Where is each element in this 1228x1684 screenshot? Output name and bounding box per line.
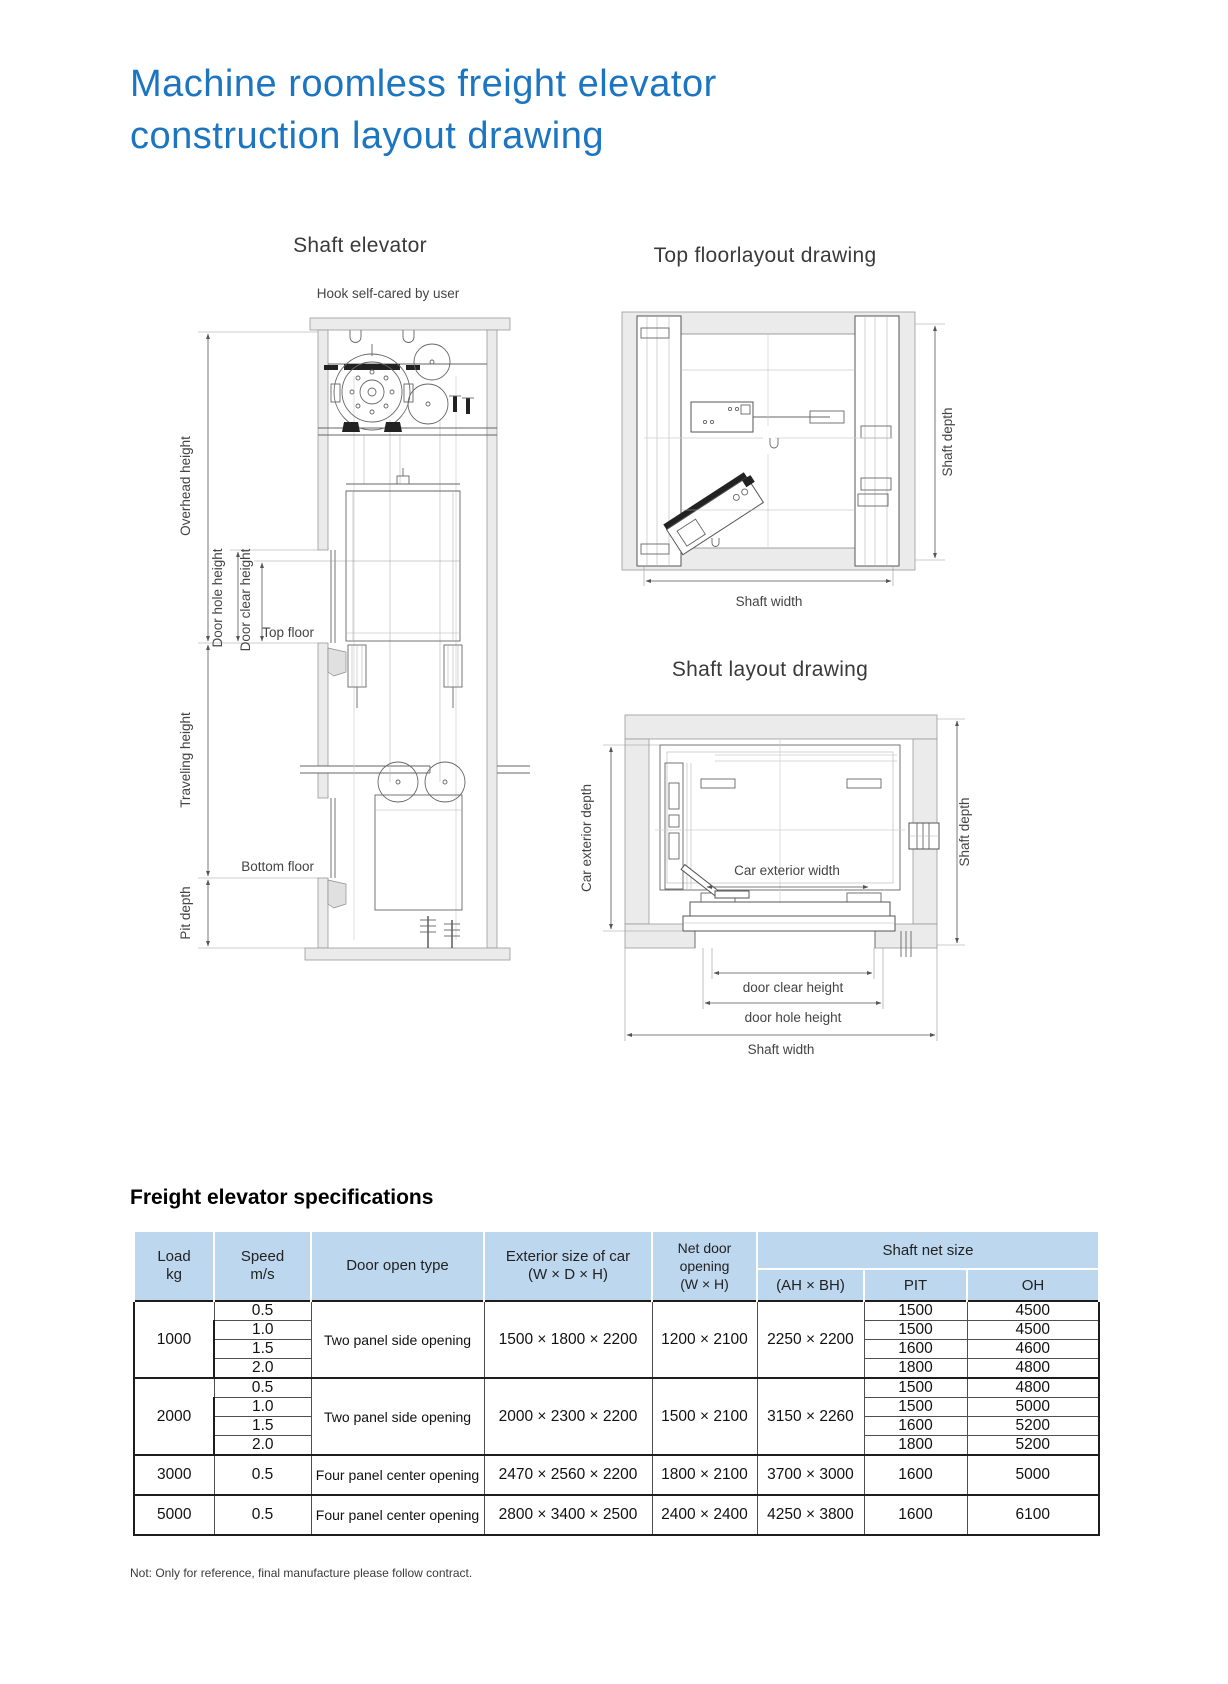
cell-speed: 0.5	[214, 1378, 311, 1398]
guide-shoe-left	[348, 645, 366, 708]
table-row	[134, 1495, 1099, 1535]
cell-exterior-size: 1500 × 1800 × 2200	[484, 1301, 652, 1378]
col-header-door-open-type: Door open type	[311, 1231, 484, 1301]
cell-pit: 1800	[864, 1436, 967, 1456]
col-header-speed: Speed m/s	[214, 1231, 311, 1301]
traveling-height-label: Traveling height	[178, 712, 193, 808]
col-header-net-door-opening: Net door opening (W × H)	[652, 1231, 757, 1301]
specs-table-header	[134, 1231, 1099, 1301]
cell-ah-bh: 3700 × 3000	[757, 1455, 864, 1495]
ceiling-hooks	[350, 330, 414, 343]
cell-load: 1000	[134, 1301, 214, 1378]
cell-speed: 2.0	[214, 1359, 311, 1379]
shaft-width-label: Shaft width	[735, 594, 803, 609]
right-rail-assembly	[855, 316, 899, 566]
shaft-elevator-drawing	[150, 280, 530, 1020]
right-wall-bracket	[909, 823, 939, 849]
cell-door-type: Four panel center opening	[311, 1495, 484, 1535]
cell-speed: 1.5	[214, 1340, 311, 1359]
cell-oh: 5000	[967, 1398, 1099, 1417]
hook-note-label: Hook self-cared by user	[316, 286, 460, 301]
door-clear-height-label: door clear height	[742, 980, 844, 995]
guide-rails	[354, 376, 456, 940]
cell-pit: 1500	[864, 1378, 967, 1398]
shaft-depth-label: Shaft depth	[957, 797, 972, 867]
specs-table	[133, 1230, 1100, 1536]
counterweight	[375, 762, 465, 910]
cell-oh: 4800	[967, 1359, 1099, 1379]
car-exterior-width-label: Car exterior width	[734, 863, 840, 878]
top-floor-layout-title: Top floorlayout drawing	[653, 244, 877, 267]
car-exterior-depth-label: Car exterior depth	[579, 783, 594, 893]
top-floor-layout-drawing	[615, 298, 960, 618]
cell-door-type: Two panel side opening	[311, 1378, 484, 1455]
specs-heading: Freight elevator specifications	[130, 1186, 434, 1209]
cell-pit: 1600	[864, 1340, 967, 1359]
shaft-width-label: Shaft width	[747, 1042, 815, 1057]
traction-machine	[318, 344, 497, 435]
table-row	[134, 1378, 1099, 1398]
cell-pit: 1600	[864, 1417, 967, 1436]
col-header-exterior-size: Exterior size of car (W × D × H)	[484, 1231, 652, 1301]
shaft-layout-title: Shaft layout drawing	[671, 658, 869, 681]
cell-oh: 5000	[967, 1455, 1099, 1495]
cell-oh: 4800	[967, 1378, 1099, 1398]
cell-pit: 1600	[864, 1495, 967, 1535]
bottom-floor-label: Bottom floor	[241, 859, 314, 874]
shaft-elevator-title: Shaft elevator	[293, 234, 427, 257]
cell-net-door: 1200 × 2100	[652, 1301, 757, 1378]
cell-speed: 2.0	[214, 1436, 311, 1456]
col-header-ah-bh: (AH × BH)	[757, 1269, 864, 1301]
cell-load: 5000	[134, 1495, 214, 1535]
cell-ah-bh: 4250 × 3800	[757, 1495, 864, 1535]
cell-oh: 4500	[967, 1301, 1099, 1321]
cell-net-door: 2400 × 2400	[652, 1495, 757, 1535]
page-title-line2: construction layout drawing	[130, 115, 604, 157]
cell-speed: 1.0	[214, 1398, 311, 1417]
cell-ah-bh: 2250 × 2200	[757, 1301, 864, 1378]
cell-speed: 0.5	[214, 1455, 311, 1495]
door-hole-height-label: Door hole height	[210, 548, 225, 648]
cell-ah-bh: 3150 × 2260	[757, 1378, 864, 1455]
cell-oh: 4600	[967, 1340, 1099, 1359]
hoist-ropes	[364, 420, 440, 782]
cell-exterior-size: 2470 × 2560 × 2200	[484, 1455, 652, 1495]
page-title-line1: Machine roomless freight elevator	[130, 63, 717, 105]
landing-doors	[331, 550, 335, 878]
elevator-car	[346, 468, 462, 708]
pit-depth-label: Pit depth	[178, 886, 193, 940]
cell-speed: 1.0	[214, 1321, 311, 1340]
cell-exterior-size: 2000 × 2300 × 2200	[484, 1378, 652, 1455]
shaft-depth-label: Shaft depth	[940, 407, 955, 477]
pit-buffers	[420, 916, 460, 948]
door-hole-height-label: door hole height	[744, 1010, 842, 1025]
col-header-load: Load kg	[134, 1231, 214, 1301]
shaft-layout-drawing	[565, 695, 975, 1070]
cell-speed: 0.5	[214, 1301, 311, 1321]
cell-door-type: Four panel center opening	[311, 1455, 484, 1495]
reference-note: Not: Only for reference, final manufacture please follow contract.	[130, 1566, 473, 1580]
cell-exterior-size: 2800 × 3400 × 2500	[484, 1495, 652, 1535]
page-title	[130, 58, 717, 162]
door-clear-height-label: Door clear height	[238, 548, 253, 652]
cell-pit: 1600	[864, 1455, 967, 1495]
top-floor-label: Top floor	[262, 625, 314, 640]
cell-oh: 6100	[967, 1495, 1099, 1535]
cell-load: 2000	[134, 1378, 214, 1455]
cell-net-door: 1800 × 2100	[652, 1455, 757, 1495]
cell-oh: 5200	[967, 1417, 1099, 1436]
cell-speed: 0.5	[214, 1495, 311, 1535]
col-header-shaft-net-size: Shaft net size	[757, 1231, 1099, 1269]
cell-pit: 1800	[864, 1359, 967, 1379]
cell-pit: 1500	[864, 1321, 967, 1340]
door-sill	[683, 902, 911, 957]
cell-load: 3000	[134, 1455, 214, 1495]
col-header-pit: PIT	[864, 1269, 967, 1301]
guide-shoe-right	[444, 645, 462, 708]
cell-speed: 1.5	[214, 1417, 311, 1436]
table-row	[134, 1301, 1099, 1321]
overhead-height-label: Overhead height	[178, 436, 193, 536]
shaft-walls	[300, 318, 530, 960]
col-header-oh: OH	[967, 1269, 1099, 1301]
cell-net-door: 1500 × 2100	[652, 1378, 757, 1455]
cell-pit: 1500	[864, 1301, 967, 1321]
cell-door-type: Two panel side opening	[311, 1301, 484, 1378]
table-row	[134, 1455, 1099, 1495]
cell-oh: 4500	[967, 1321, 1099, 1340]
cell-oh: 5200	[967, 1436, 1099, 1456]
cell-pit: 1500	[864, 1398, 967, 1417]
